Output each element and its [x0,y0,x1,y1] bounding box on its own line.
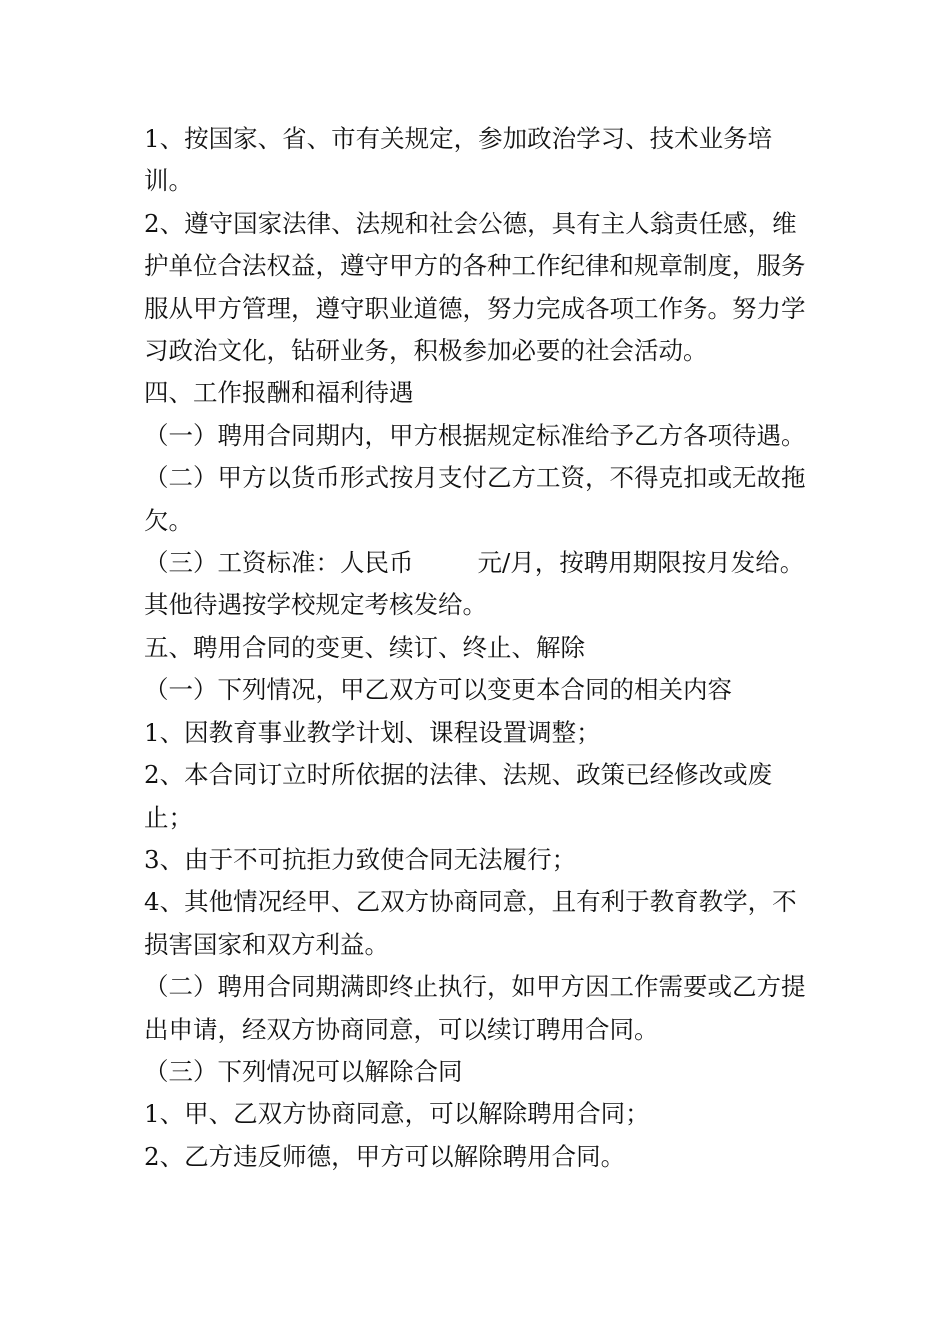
list-item-5-3-1: 1、甲、乙双方协商同意，可以解除聘用合同； [144,1099,650,1129]
section-heading-4: 四、工作报酬和福利待遇 [144,378,414,408]
paragraph-1: 1、按国家、省、市有关规定，参加政治学习、技术业务培训。 [144,124,773,196]
document-body [144,118,814,1178]
list-item-5-1-2: 2、本合同订立时所依据的法律、法规、政策已经修改或废止； [144,760,773,832]
list-item-5-1-1: 1、因教育事业教学计划、课程设置调整； [144,717,601,747]
paragraph-5-1: （一）下列情况，甲乙双方可以变更本合同的相关内容 [144,675,732,705]
list-item-5-1-4: 4、其他情况经甲、乙双方协商同意，且有利于教育教学，不损害国家和双方利益。 [144,887,797,959]
paragraph-4-1: （一）聘用合同期内，甲方根据规定标准给予乙方各项待遇。 [144,420,806,450]
paragraph-5-2: （二）聘用合同期满即终止执行，如甲方因工作需要或乙方提出申请，经双方协商同意，可以续订聘用合同。 [144,972,806,1044]
salary-unit: 元/月，按聘用期限按月发给。 [477,548,805,578]
salary-label: （三）工资标准：人民币 [144,548,414,578]
section-heading-5: 五、聘用合同的变更、续订、终止、解除 [144,632,585,662]
paragraph-other-benefits: 其他待遇按学校规定考核发给。 [144,590,487,620]
paragraph-5-3: （三）下列情况可以解除合同 [144,1056,463,1086]
list-item-5-1-3: 3、由于不可抗拒力致使合同无法履行； [144,844,577,874]
paragraph-4-3-salary [144,542,814,584]
list-item-5-3-2: 2、乙方违反师德，甲方可以解除聘用合同。 [144,1141,626,1171]
paragraph-2: 2、遵守国家法律、法规和社会公德，具有主人翁责任感，维护单位合法权益，遵守甲方的各种工作纪律和规章制度，服务服从甲方管理，遵守职业道德，努力完成各项工作务。努力学习政治文化，钻研业务，积极参加必要的社会活动。 [144,208,806,366]
paragraph-4-2: （二）甲方以货币形式按月支付乙方工资，不得克扣或无故拖欠。 [144,463,806,535]
